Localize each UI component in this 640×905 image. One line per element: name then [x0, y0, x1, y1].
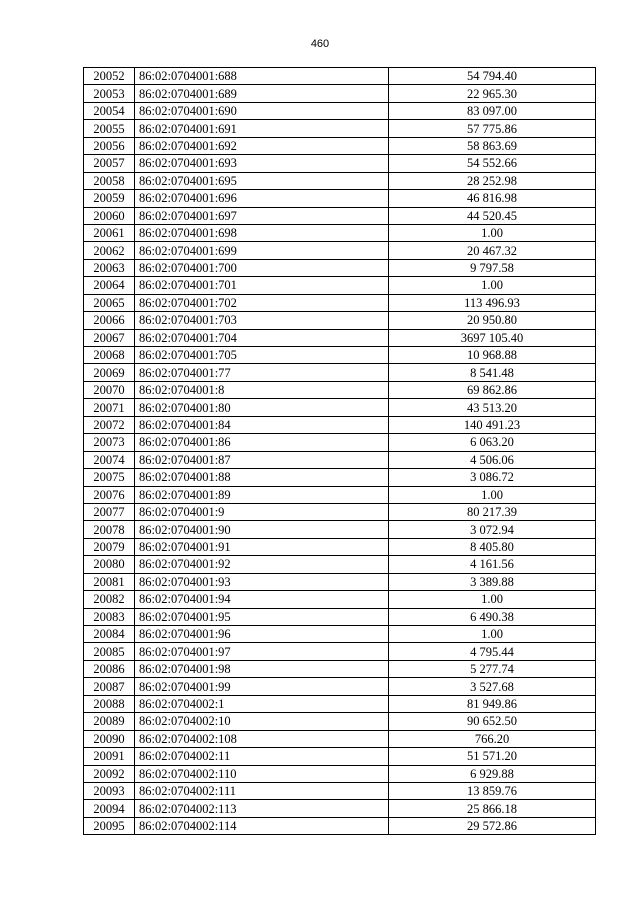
table-row: [84, 678, 596, 695]
row-number-cell: 20053: [84, 85, 135, 102]
value-cell: 22 965.30: [389, 85, 596, 102]
cadastral-number-cell: 86:02:0704001:688: [135, 68, 389, 85]
table-row: [84, 277, 596, 294]
cadastral-number-cell: 86:02:0704001:8: [135, 381, 389, 398]
cadastral-number-cell: 86:02:0704001:88: [135, 469, 389, 486]
cadastral-number-cell: 86:02:0704001:697: [135, 207, 389, 224]
table-row: [84, 364, 596, 381]
value-cell: 4 506.06: [389, 451, 596, 468]
page-number: 460: [310, 38, 330, 50]
value-cell: 43 513.20: [389, 399, 596, 416]
cadastral-number-cell: 86:02:0704001:696: [135, 190, 389, 207]
table-row: [84, 416, 596, 433]
value-cell: 4 161.56: [389, 556, 596, 573]
table-row: [84, 85, 596, 102]
table-row: [84, 207, 596, 224]
value-cell: 81 949.86: [389, 695, 596, 712]
cadastral-number-cell: 86:02:0704002:108: [135, 730, 389, 747]
row-number-cell: 20078: [84, 521, 135, 538]
cadastral-number-cell: 86:02:0704001:703: [135, 312, 389, 329]
row-number-cell: 20068: [84, 347, 135, 364]
row-number-cell: 20061: [84, 224, 135, 241]
table-row: [84, 486, 596, 503]
cadastral-number-cell: 86:02:0704001:98: [135, 660, 389, 677]
value-cell: 44 520.45: [389, 207, 596, 224]
table-row: [84, 434, 596, 451]
cadastral-number-cell: 86:02:0704001:695: [135, 172, 389, 189]
value-cell: 4 795.44: [389, 643, 596, 660]
value-cell: 20 467.32: [389, 242, 596, 259]
row-number-cell: 20090: [84, 730, 135, 747]
value-cell: 46 816.98: [389, 190, 596, 207]
cadastral-number-cell: 86:02:0704001:700: [135, 259, 389, 276]
table-row: [84, 782, 596, 799]
table-row: [84, 521, 596, 538]
value-cell: 10 968.88: [389, 347, 596, 364]
value-cell: 51 571.20: [389, 748, 596, 765]
row-number-cell: 20076: [84, 486, 135, 503]
table-row: [84, 730, 596, 747]
table-row: [84, 626, 596, 643]
row-number-cell: 20083: [84, 608, 135, 625]
value-cell: 3697 105.40: [389, 329, 596, 346]
table-row: [84, 102, 596, 119]
cadastral-number-cell: 86:02:0704001:698: [135, 224, 389, 241]
value-cell: 3 072.94: [389, 521, 596, 538]
row-number-cell: 20094: [84, 800, 135, 817]
table-row: [84, 137, 596, 154]
row-number-cell: 20081: [84, 573, 135, 590]
row-number-cell: 20069: [84, 364, 135, 381]
row-number-cell: 20070: [84, 381, 135, 398]
table-row: [84, 643, 596, 660]
cadastral-number-cell: 86:02:0704001:84: [135, 416, 389, 433]
table-row: [84, 503, 596, 520]
row-number-cell: 20052: [84, 68, 135, 85]
value-cell: 54 552.66: [389, 155, 596, 172]
cadastral-number-cell: 86:02:0704001:690: [135, 102, 389, 119]
value-cell: 6 063.20: [389, 434, 596, 451]
table-row: [84, 713, 596, 730]
table-row: [84, 155, 596, 172]
table-row: [84, 591, 596, 608]
cadastral-number-cell: 86:02:0704001:704: [135, 329, 389, 346]
value-cell: 766.20: [389, 730, 596, 747]
row-number-cell: 20086: [84, 660, 135, 677]
value-cell: 1.00: [389, 277, 596, 294]
table-row: [84, 469, 596, 486]
value-cell: 28 252.98: [389, 172, 596, 189]
value-cell: 69 862.86: [389, 381, 596, 398]
cadastral-number-cell: 86:02:0704002:1: [135, 695, 389, 712]
table-row: [84, 817, 596, 834]
cadastral-number-cell: 86:02:0704002:10: [135, 713, 389, 730]
cadastral-number-cell: 86:02:0704001:99: [135, 678, 389, 695]
table-row: [84, 748, 596, 765]
cadastral-number-cell: 86:02:0704002:111: [135, 782, 389, 799]
row-number-cell: 20075: [84, 469, 135, 486]
table-row: [84, 120, 596, 137]
value-cell: 1.00: [389, 486, 596, 503]
cadastral-number-cell: 86:02:0704001:699: [135, 242, 389, 259]
table-row: [84, 399, 596, 416]
row-number-cell: 20062: [84, 242, 135, 259]
table-row: [84, 242, 596, 259]
cadastral-number-cell: 86:02:0704001:87: [135, 451, 389, 468]
value-cell: 8 405.80: [389, 538, 596, 555]
row-number-cell: 20073: [84, 434, 135, 451]
table-row: [84, 765, 596, 782]
row-number-cell: 20088: [84, 695, 135, 712]
value-cell: 5 277.74: [389, 660, 596, 677]
value-cell: 13 859.76: [389, 782, 596, 799]
value-cell: 57 775.86: [389, 120, 596, 137]
row-number-cell: 20055: [84, 120, 135, 137]
value-cell: 54 794.40: [389, 68, 596, 85]
row-number-cell: 20071: [84, 399, 135, 416]
value-cell: 29 572.86: [389, 817, 596, 834]
cadastral-number-cell: 86:02:0704001:92: [135, 556, 389, 573]
row-number-cell: 20074: [84, 451, 135, 468]
cadastral-number-cell: 86:02:0704002:113: [135, 800, 389, 817]
cadastral-number-cell: 86:02:0704001:689: [135, 85, 389, 102]
table-row: [84, 259, 596, 276]
row-number-cell: 20093: [84, 782, 135, 799]
value-cell: 8 541.48: [389, 364, 596, 381]
table-row: [84, 695, 596, 712]
cadastral-number-cell: 86:02:0704001:693: [135, 155, 389, 172]
value-cell: 1.00: [389, 591, 596, 608]
cadastral-number-cell: 86:02:0704001:93: [135, 573, 389, 590]
cadastral-number-cell: 86:02:0704002:110: [135, 765, 389, 782]
row-number-cell: 20080: [84, 556, 135, 573]
value-cell: 1.00: [389, 224, 596, 241]
cadastral-number-cell: 86:02:0704001:96: [135, 626, 389, 643]
row-number-cell: 20066: [84, 312, 135, 329]
row-number-cell: 20063: [84, 259, 135, 276]
table-row: [84, 660, 596, 677]
row-number-cell: 20092: [84, 765, 135, 782]
value-cell: 58 863.69: [389, 137, 596, 154]
cadastral-number-cell: 86:02:0704002:114: [135, 817, 389, 834]
row-number-cell: 20054: [84, 102, 135, 119]
row-number-cell: 20060: [84, 207, 135, 224]
cadastral-number-cell: 86:02:0704001:80: [135, 399, 389, 416]
row-number-cell: 20084: [84, 626, 135, 643]
cadastral-number-cell: 86:02:0704001:692: [135, 137, 389, 154]
table-row: [84, 608, 596, 625]
cadastral-number-cell: 86:02:0704001:94: [135, 591, 389, 608]
row-number-cell: 20095: [84, 817, 135, 834]
table-row: [84, 224, 596, 241]
table-body: [84, 68, 596, 835]
value-cell: 3 389.88: [389, 573, 596, 590]
row-number-cell: 20079: [84, 538, 135, 555]
row-number-cell: 20057: [84, 155, 135, 172]
cadastral-number-cell: 86:02:0704001:77: [135, 364, 389, 381]
row-number-cell: 20067: [84, 329, 135, 346]
table-row: [84, 312, 596, 329]
row-number-cell: 20089: [84, 713, 135, 730]
cadastral-number-cell: 86:02:0704001:702: [135, 294, 389, 311]
value-cell: 140 491.23: [389, 416, 596, 433]
cadastral-number-cell: 86:02:0704001:97: [135, 643, 389, 660]
value-cell: 9 797.58: [389, 259, 596, 276]
cadastral-number-cell: 86:02:0704001:9: [135, 503, 389, 520]
table-row: [84, 172, 596, 189]
table-row: [84, 294, 596, 311]
row-number-cell: 20056: [84, 137, 135, 154]
table-row: [84, 347, 596, 364]
cadastral-number-cell: 86:02:0704001:86: [135, 434, 389, 451]
table-row: [84, 538, 596, 555]
cadastral-number-cell: 86:02:0704002:11: [135, 748, 389, 765]
row-number-cell: 20085: [84, 643, 135, 660]
row-number-cell: 20064: [84, 277, 135, 294]
value-cell: 3 086.72: [389, 469, 596, 486]
row-number-cell: 20072: [84, 416, 135, 433]
cadastral-number-cell: 86:02:0704001:691: [135, 120, 389, 137]
value-cell: 80 217.39: [389, 503, 596, 520]
table-row: [84, 451, 596, 468]
value-cell: 25 866.18: [389, 800, 596, 817]
row-number-cell: 20087: [84, 678, 135, 695]
row-number-cell: 20077: [84, 503, 135, 520]
row-number-cell: 20065: [84, 294, 135, 311]
row-number-cell: 20082: [84, 591, 135, 608]
value-cell: 6 929.88: [389, 765, 596, 782]
table-row: [84, 68, 596, 85]
cadastral-number-cell: 86:02:0704001:89: [135, 486, 389, 503]
cadastral-number-cell: 86:02:0704001:90: [135, 521, 389, 538]
table-row: [84, 556, 596, 573]
value-cell: 113 496.93: [389, 294, 596, 311]
value-cell: 6 490.38: [389, 608, 596, 625]
value-cell: 20 950.80: [389, 312, 596, 329]
row-number-cell: 20091: [84, 748, 135, 765]
value-cell: 3 527.68: [389, 678, 596, 695]
cadastral-number-cell: 86:02:0704001:701: [135, 277, 389, 294]
value-cell: 83 097.00: [389, 102, 596, 119]
cadastral-number-cell: 86:02:0704001:705: [135, 347, 389, 364]
value-cell: 1.00: [389, 626, 596, 643]
cadastral-number-cell: 86:02:0704001:95: [135, 608, 389, 625]
table-row: [84, 329, 596, 346]
cadastral-number-cell: 86:02:0704001:91: [135, 538, 389, 555]
table-row: [84, 800, 596, 817]
cadastral-value-table: [83, 67, 596, 835]
row-number-cell: 20058: [84, 172, 135, 189]
value-cell: 90 652.50: [389, 713, 596, 730]
table-row: [84, 190, 596, 207]
table-row: [84, 381, 596, 398]
table-row: [84, 573, 596, 590]
row-number-cell: 20059: [84, 190, 135, 207]
